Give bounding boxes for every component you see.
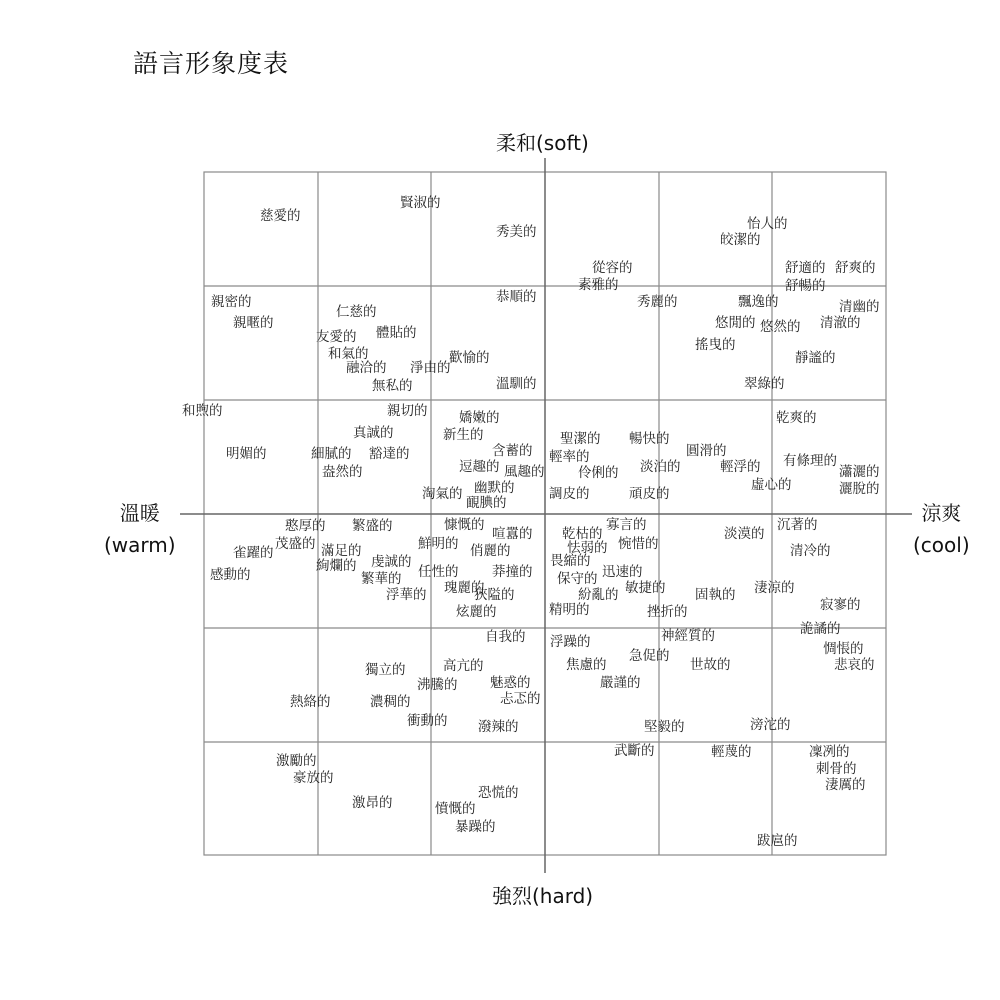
word-label: 皎潔的 (720, 232, 761, 248)
word-label: 淒涼的 (754, 580, 795, 596)
word-label: 瀟灑的 (839, 464, 880, 480)
word-label: 翠綠的 (744, 376, 785, 392)
word-label: 焦慮的 (566, 657, 607, 673)
word-label: 忐忑的 (500, 691, 541, 707)
word-label: 體貼的 (376, 325, 417, 341)
word-label: 浮躁的 (550, 634, 591, 650)
word-label: 豁達的 (369, 446, 410, 462)
word-label: 凜冽的 (809, 744, 850, 760)
word-label: 喧囂的 (492, 526, 533, 542)
word-label: 清澈的 (820, 315, 861, 331)
word-label: 魅惑的 (490, 675, 531, 691)
word-label: 俏麗的 (470, 543, 511, 559)
word-label: 悲哀的 (834, 657, 875, 673)
word-label: 濃稠的 (370, 694, 411, 710)
word-label: 賢淑的 (400, 195, 441, 211)
word-label: 沉著的 (777, 517, 818, 533)
word-label: 無私的 (372, 378, 413, 394)
word-label: 仁慈的 (336, 304, 377, 320)
word-label: 浮華的 (386, 587, 427, 603)
word-label: 激勵的 (276, 753, 317, 769)
word-label: 潑辣的 (478, 719, 519, 735)
axis-label-soft: 柔和(soft) (496, 131, 589, 155)
word-label: 堅毅的 (644, 719, 685, 735)
page-title: 語言形象度表 (133, 49, 290, 78)
word-label: 畏縮的 (550, 553, 591, 569)
word-label: 輕浮的 (720, 459, 761, 475)
word-label: 瑰麗的 (444, 580, 485, 596)
word-label: 舒適的 (785, 260, 826, 276)
word-label: 怡人的 (747, 216, 788, 232)
word-label: 頑皮的 (629, 486, 670, 502)
word-label: 融洽的 (346, 360, 387, 376)
word-label: 乾爽的 (776, 410, 817, 426)
word-label: 搖曳的 (695, 337, 736, 353)
word-label: 親密的 (211, 294, 252, 310)
word-label: 慈愛的 (260, 208, 301, 224)
word-label: 熱絡的 (290, 694, 331, 710)
word-label: 武斷的 (614, 743, 655, 759)
word-label: 細膩的 (311, 446, 352, 462)
word-label: 衝動的 (407, 713, 448, 729)
word-label: 舒暢的 (785, 278, 826, 294)
word-label: 和氣的 (328, 346, 369, 362)
word-label: 圓滑的 (686, 443, 727, 459)
word-label: 淡泊的 (640, 459, 681, 475)
word-label: 感動的 (210, 567, 251, 583)
word-label: 新生的 (443, 427, 484, 443)
word-label: 舒爽的 (835, 260, 876, 276)
word-label: 秀麗的 (637, 294, 678, 310)
word-label: 寂寥的 (820, 597, 861, 613)
word-label: 淡漠的 (724, 526, 765, 542)
word-label: 迅速的 (602, 564, 643, 580)
word-label: 逗趣的 (459, 459, 500, 475)
word-label: 友愛的 (316, 329, 357, 345)
word-label: 淒厲的 (825, 777, 866, 793)
word-label: 刺骨的 (816, 761, 857, 777)
axis-label-cool-zh: 涼爽 (921, 501, 962, 525)
word-label: 明媚的 (226, 446, 267, 462)
word-label: 繁盛的 (352, 518, 393, 534)
word-label: 敏捷的 (625, 580, 666, 596)
word-label: 精明的 (549, 602, 590, 618)
word-label: 憨厚的 (285, 518, 326, 534)
word-label: 淘氣的 (422, 486, 463, 502)
word-label: 寡言的 (606, 517, 647, 533)
word-label: 調皮的 (549, 486, 590, 502)
word-label: 真誠的 (353, 425, 394, 441)
word-label: 茂盛的 (275, 536, 316, 552)
word-label: 高亢的 (443, 658, 484, 674)
word-label: 慷慨的 (444, 517, 485, 533)
word-label: 憤慨的 (435, 801, 476, 817)
word-label: 自我的 (485, 629, 526, 645)
word-label: 盎然的 (322, 464, 363, 480)
word-label: 暢快的 (629, 431, 670, 447)
word-label: 跋扈的 (757, 833, 798, 849)
word-label: 任性的 (418, 564, 459, 580)
word-label: 急促的 (629, 648, 670, 664)
word-label: 詭譎的 (800, 621, 841, 637)
word-label: 伶俐的 (578, 465, 619, 481)
word-label: 輕蔑的 (711, 744, 752, 760)
word-label: 絢爛的 (316, 558, 357, 574)
word-label: 暴躁的 (455, 819, 496, 835)
word-label: 聖潔的 (560, 431, 601, 447)
word-label: 滂沱的 (750, 717, 791, 733)
word-label: 乾枯的 (562, 526, 603, 542)
axis-label-hard: 強烈(hard) (492, 884, 594, 908)
word-label: 素雅的 (578, 277, 619, 293)
word-label: 豪放的 (293, 770, 334, 786)
word-label: 清冷的 (790, 543, 831, 559)
word-label: 狹隘的 (474, 587, 515, 603)
word-label: 固執的 (695, 587, 736, 603)
word-label: 溫馴的 (496, 376, 537, 392)
word-label: 繁華的 (361, 571, 402, 587)
word-label: 紛亂的 (578, 587, 619, 603)
word-label: 和煦的 (182, 403, 223, 419)
word-label: 神經質的 (661, 628, 715, 644)
word-label: 虔誠的 (371, 554, 412, 570)
word-label: 莽撞的 (492, 564, 533, 580)
word-label: 親切的 (387, 403, 428, 419)
word-label: 歡愉的 (449, 350, 490, 366)
word-label: 秀美的 (496, 224, 537, 240)
word-label: 親暱的 (233, 315, 274, 331)
word-label: 鮮明的 (418, 536, 459, 552)
word-label: 滿足的 (321, 543, 362, 559)
word-label: 靜謐的 (795, 350, 836, 366)
word-label: 靦腆的 (466, 495, 507, 511)
word-label: 虛心的 (751, 477, 792, 493)
word-label: 嚴謹的 (600, 675, 641, 691)
word-label: 獨立的 (365, 662, 406, 678)
word-label: 幽默的 (474, 480, 515, 496)
word-label: 沸騰的 (417, 677, 458, 693)
word-label: 世故的 (690, 657, 731, 673)
word-label: 恭順的 (496, 289, 537, 305)
axis-label-cool-en: (cool) (913, 533, 970, 557)
word-label: 有條理的 (783, 453, 837, 469)
word-label: 惋惜的 (618, 536, 659, 552)
word-label: 嬌嫩的 (459, 410, 500, 426)
word-label: 恐慌的 (478, 785, 519, 801)
word-label: 惆悵的 (823, 641, 864, 657)
word-label: 挫折的 (647, 604, 688, 620)
word-label: 悠然的 (760, 319, 801, 335)
word-label: 激昂的 (352, 795, 393, 811)
word-label: 含蓄的 (492, 443, 533, 459)
axis-label-warm-zh: 溫暖 (119, 501, 160, 525)
word-label: 悠閒的 (715, 315, 756, 331)
word-label: 保守的 (557, 571, 598, 587)
word-label: 怯弱的 (567, 540, 608, 556)
word-label: 風趣的 (504, 464, 545, 480)
word-label: 從容的 (592, 260, 633, 276)
word-label: 雀躍的 (233, 545, 274, 561)
axis-label-warm-en: (warm) (104, 533, 176, 557)
word-label: 灑脫的 (839, 481, 880, 497)
word-label: 輕率的 (549, 449, 590, 465)
word-label: 清幽的 (839, 299, 880, 315)
word-label: 飄逸的 (738, 294, 779, 310)
word-label: 炫麗的 (456, 604, 497, 620)
word-label: 淨由的 (410, 360, 451, 376)
